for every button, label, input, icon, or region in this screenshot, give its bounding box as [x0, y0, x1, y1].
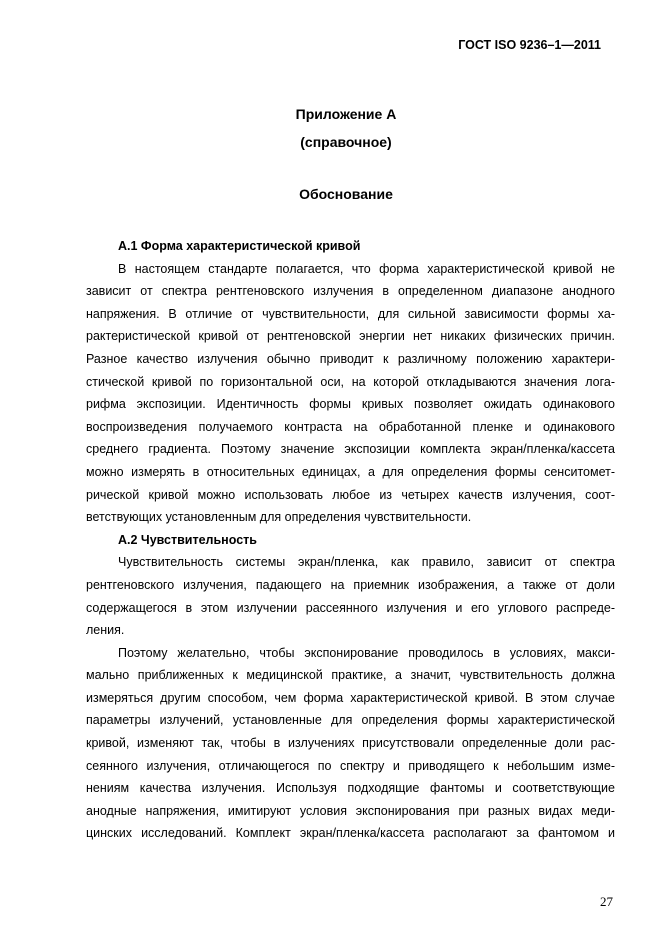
text-line: можно измерять в относительных единицах, а для определения формы сенситомет-: [86, 464, 615, 479]
text-line: анодные напряжения, имитируют условия экспонирования при разных видах меди-: [86, 803, 615, 818]
subsection-heading-a2: А.2 Чувствительность: [118, 532, 257, 547]
text-line: ветствующих установленным для определения чувствительности.: [86, 510, 472, 525]
text-line: ления.: [86, 623, 125, 638]
page-number: 27: [600, 894, 613, 909]
text-line: кривой, изменяют так, чтобы в излучениях присутствовали определенные доли рас-: [86, 736, 615, 751]
annex-title: Приложение А: [295, 106, 397, 122]
text-line: сеянного излучения, отличающегося по спектру и приводящего к небольшим изме-: [86, 758, 615, 773]
annex-type: (справочное): [300, 134, 392, 150]
standard-code: ГОСТ ISO 9236–1—2011: [458, 38, 601, 52]
paragraph-a2-2: [86, 642, 615, 845]
text-line: рактеристической кривой от рентгеновской энергии нет никаких физических причин.: [86, 329, 615, 344]
text-line: измеряться другим способом, чем форма характеристической кривой. В этом случае: [86, 690, 615, 705]
text-line: цинских исследований. Комплект экран/пленка/кассета располагают за фантомом и: [86, 826, 615, 841]
text-line: стической кривой по горизонтальной оси, на которой откладываются значения лога-: [86, 374, 615, 389]
text-line: параметры излучений, установленные для определения формы характеристической: [86, 713, 615, 728]
text-line: рентгеновского излучения, падающего на приемник изображения, а также от доли: [86, 577, 615, 592]
text-line: зависит от спектра рентгеновского излучения в определенном диапазоне анодного: [86, 284, 615, 299]
text-line: мально приближенных к медицинской практике, а значит, чувствительность должна: [86, 668, 615, 683]
text-line: напряжения. В отличие от чувствительности, для сильной зависимости формы ха-: [86, 306, 615, 321]
text-line: содержащегося в этом излучении рассеянного излучения и его углового распреде-: [86, 600, 615, 615]
text-line: рифма экспозиции. Идентичность формы кривых позволяет ожидать одинакового: [86, 397, 615, 412]
text-line: Чувствительность системы экран/пленка, как правило, зависит от спектра: [118, 555, 615, 570]
text-line: В настоящем стандарте полагается, что форма характеристической кривой не: [118, 261, 615, 276]
text-line: рической кривой можно использовать любое из четырех качеств излучения, соот-: [86, 487, 615, 502]
paragraph-a2-1: [86, 551, 615, 641]
text-line: Поэтому желательно, чтобы экспонирование проводилось в условиях, макси-: [118, 645, 615, 660]
subsection-heading-a1: А.1 Форма характеристической кривой: [118, 239, 361, 253]
text-line: Разное качество излучения обычно приводит к различному положению характери-: [86, 351, 615, 366]
section-heading: Обоснование: [299, 186, 393, 202]
paragraph-a1: [86, 258, 615, 529]
text-line: нениям качества излучения. Используя подходящие фантомы и соответствующие: [86, 781, 615, 796]
text-line: воспроизведения получаемого контраста на обработанной пленке и одинакового: [86, 419, 615, 434]
body-text: [86, 235, 615, 845]
text-line: среднего градиента. Поэтому значение экспозиции комплекта экран/пленка/кассета: [86, 442, 615, 457]
